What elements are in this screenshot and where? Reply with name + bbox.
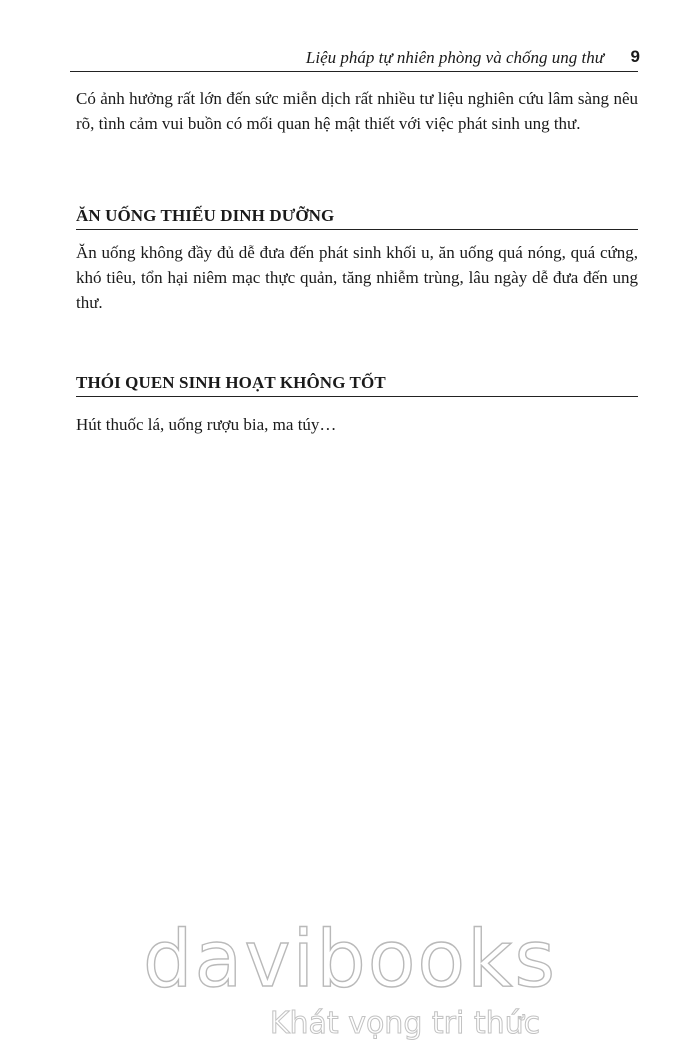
page-number: 9 — [630, 47, 640, 66]
watermark-logo: davibooks — [143, 915, 557, 1005]
watermark-tagline: Khát vọng tri thức — [269, 1006, 541, 1041]
body-paragraph: Có ảnh hưởng rất lớn đến sức miễn dịch rất nhiều tư liệu nghiên cứu lâm sàng nêu rõ, tình cảm vui buồn có mối quan hệ mật thiết với việc phát sinh ung thư. — [76, 89, 638, 133]
body-paragraph: Hút thuốc lá, uống rượu bia, ma túy… — [76, 415, 337, 434]
watermark — [0, 915, 700, 1041]
body-paragraph: Ăn uống không đầy đủ dễ đưa đến phát sinh khối u, ăn uống quá nóng, quá cứng, khó tiêu, tổn hại niêm mạc thực quản, tăng nhiễm trùng, lâu ngày dễ đưa đến ung thư. — [76, 243, 638, 312]
running-title: Liệu pháp tự nhiên phòng và chống ung thư — [305, 48, 604, 67]
section-heading: ĂN UỐNG THIẾU DINH DƯỠNG — [76, 206, 638, 230]
section-heading: THÓI QUEN SINH HOẠT KHÔNG TỐT — [76, 373, 638, 397]
running-head — [70, 48, 638, 72]
